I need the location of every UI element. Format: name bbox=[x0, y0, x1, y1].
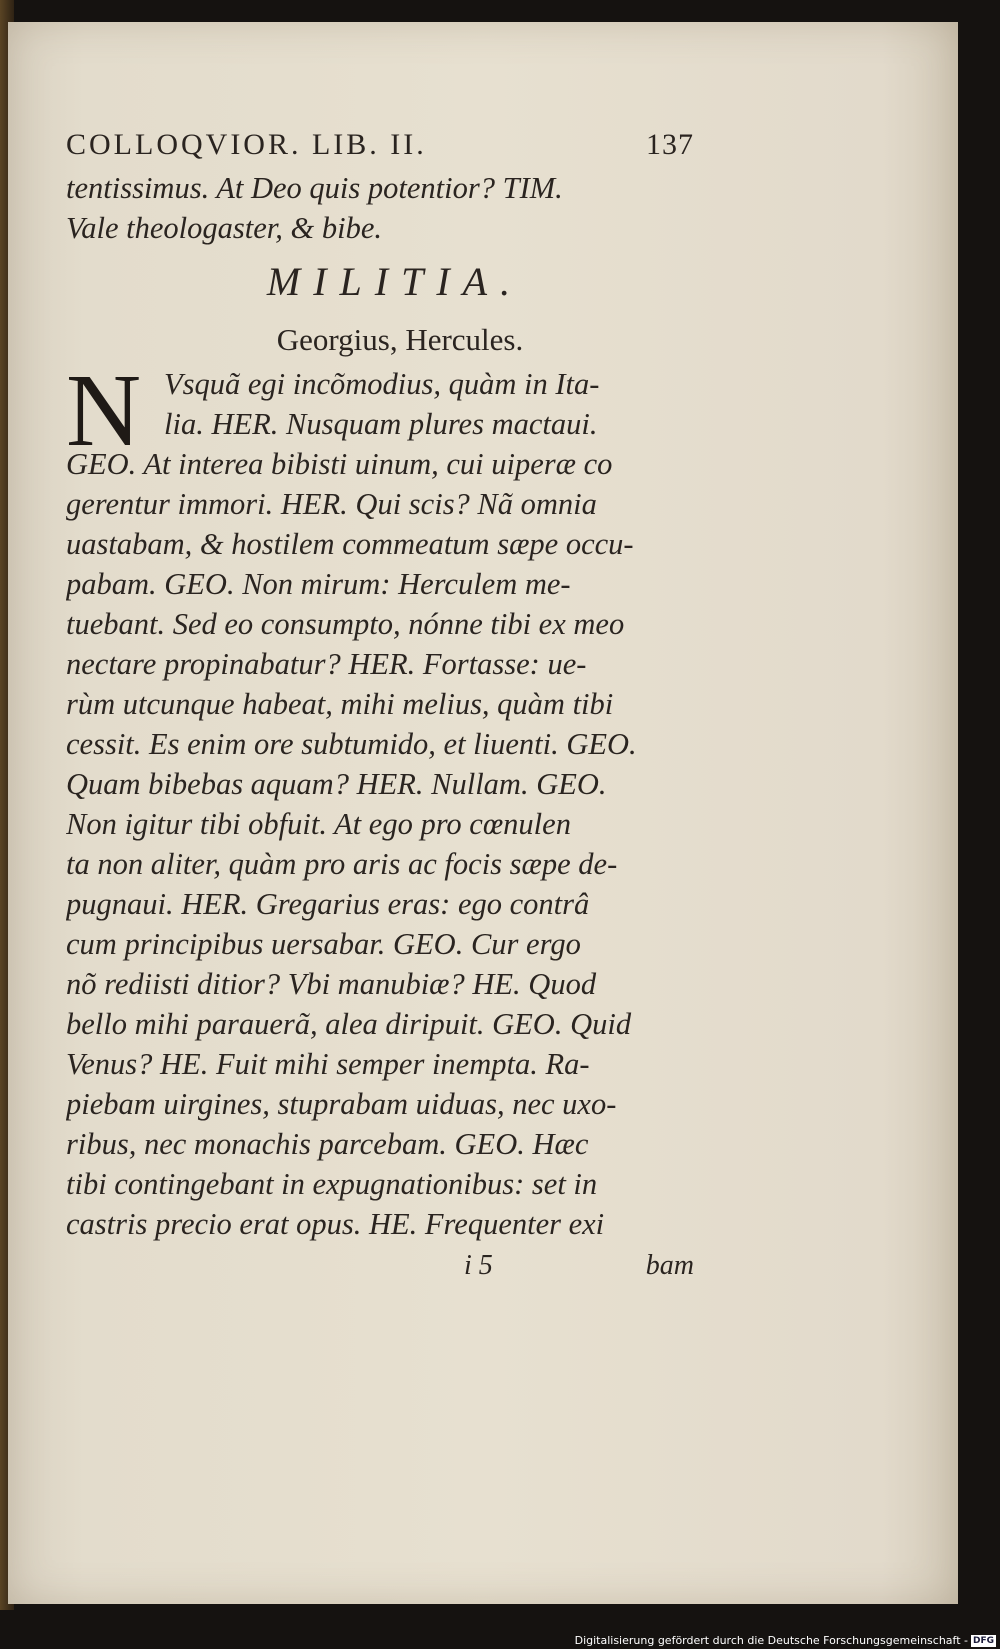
text-line: ribus, nec monachis parcebam. GEO. Hæc bbox=[66, 1127, 589, 1161]
dialogue-text bbox=[66, 353, 694, 1244]
text-line: rùm utcunque habeat, mihi melius, quàm tibi bbox=[66, 687, 614, 721]
text-line: tuebant. Sed eo consumpto, nónne tibi ex meo bbox=[66, 607, 625, 641]
text-line: bello mihi parauerã, alea diripuit. GEO. Quid bbox=[66, 1007, 632, 1041]
text-line: tibi contingebant in expugnationibus: set in bbox=[66, 1167, 598, 1201]
book-page bbox=[8, 22, 958, 1604]
dfg-logo: DFG bbox=[972, 1635, 994, 1646]
text-line: gerentur immori. HER. Qui scis? Nã omnia bbox=[66, 487, 597, 521]
text-line: pugnaui. HER. Gregarius eras: ego contrâ bbox=[66, 887, 590, 921]
text-line: castris precio erat opus. HE. Frequenter exi bbox=[66, 1207, 605, 1241]
text-line: nõ rediisti ditior? Vbi manubiæ? HE. Quod bbox=[66, 967, 597, 1001]
page-number: 137 bbox=[646, 128, 694, 161]
text-line: pabam. GEO. Non mirum: Herculem me- bbox=[66, 567, 571, 601]
text-line: lia. HER. Nusquam plures mactaui. bbox=[164, 407, 598, 441]
running-head bbox=[66, 122, 694, 168]
text-line: tentissimus. At Deo quis potentior? TIM. bbox=[66, 171, 563, 205]
page-footer bbox=[66, 1250, 694, 1294]
text-block bbox=[66, 122, 694, 1294]
text-line: cessit. Es enim ore subtumido, et liuenti. GEO. bbox=[66, 727, 637, 761]
drop-cap-initial: N bbox=[66, 353, 142, 468]
speakers-heading: Georgius, Hercules. bbox=[276, 322, 524, 357]
text-line: Venus? HE. Fuit mihi semper inempta. Ra- bbox=[66, 1047, 590, 1081]
section-title: MILITIA. bbox=[266, 259, 524, 304]
text-line: ta non aliter, quàm pro aris ac focis sæpe de- bbox=[66, 847, 618, 881]
text-line: Vale theologaster, & bibe. bbox=[66, 211, 382, 245]
catchword: bam bbox=[645, 1250, 694, 1281]
text-line: piebam uirgines, stuprabam uiduas, nec uxo- bbox=[66, 1087, 617, 1121]
text-line: nectare propinabatur? HER. Fortasse: ue- bbox=[66, 647, 587, 681]
digitization-credit bbox=[575, 1634, 996, 1647]
text-line: cum principibus uersabar. GEO. Cur ergo bbox=[66, 927, 581, 961]
running-head-title: COLLOQVIOR. LIB. II. bbox=[66, 128, 427, 161]
credit-text: Digitalisierung gefördert durch die Deutsche Forschungsgemeinschaft - bbox=[574, 1634, 968, 1647]
text-line: Vsquã egi incõmodius, quàm in Ita- bbox=[164, 367, 600, 401]
signature-mark: i 5 bbox=[464, 1250, 493, 1281]
text-line: Non igitur tibi obfuit. At ego pro cœnulen bbox=[66, 807, 571, 841]
text-line: Quam bibebas aquam? HER. Nullam. GEO. bbox=[66, 767, 607, 801]
text-line: GEO. At interea bibisti uinum, cui uiperæ co bbox=[66, 447, 613, 481]
text-line: uastabam, & hostilem commeatum sæpe occu- bbox=[66, 527, 634, 561]
